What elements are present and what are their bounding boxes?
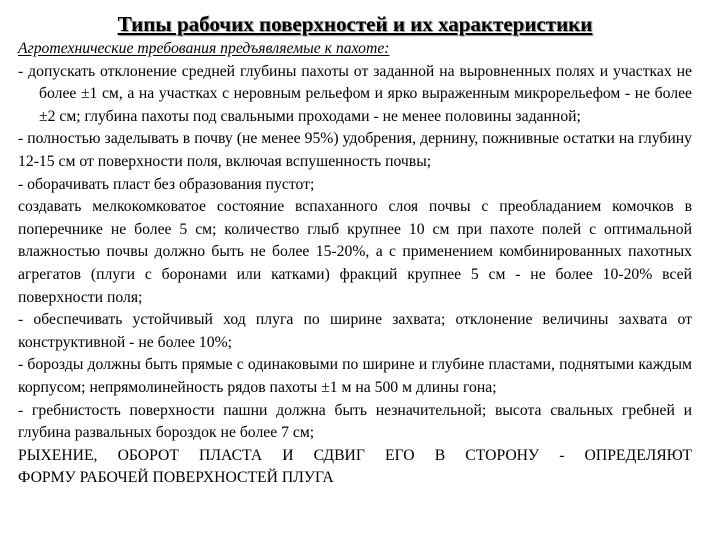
requirement-item: - борозды должны быть прямые с одинаковыми по ширине и глубине пластами, поднятыми каждым корпусом; непрямолинейность рядов пахоты ±1 м на 500 м длины гона; — [18, 356, 692, 396]
requirement-item: создавать мелкокомковатое состояние вспаханного слоя почвы с преобладанием комочков в поперечнике не более 5 см; количество глыб крупнее 10 см при пахоте полей с оптимальной влажностью почвы должно быть не более 15-20%, а с применением комбинированных пахотных агрегатов (плуги с боронами или катками) фракций крупнее 5 см - не более 10-20% всей поверхности поля; — [18, 198, 692, 306]
requirement-item: - оборачивать пласт без образования пустот; — [18, 175, 315, 193]
requirement-item: - полностью заделывать в почву (не менее 95%) удобрения, дернину, пожнивные остатки на глубину 12-15 см от поверхности поля, включая вспушенность почвы; — [18, 130, 692, 170]
closing-line: ФОРМУ РАБОЧЕЙ ПОВЕРХНОСТЕЙ ПЛУГА — [18, 469, 334, 487]
requirement-item: - обеспечивать устойчивый ход плуга по ширине захвата; отклонение величины захвата от конструктивной - не более 10%; — [18, 311, 692, 351]
closing-line: РЫХЕНИЕ, ОБОРОТ ПЛАСТА И СДВИГ ЕГО В СТОРОНУ - ОПРЕДЕЛЯЮТ — [18, 446, 692, 464]
subheading: Агротехнические требования предъявляемые к пахоте: — [18, 40, 390, 57]
requirement-item: - допускать отклонение средней глубины пахоты от заданной на выровненных полях и участках не более ±1 см, а на участках с неровным рельефом и ярко выраженным микрорельефом - не более ±2 см; глубина пахоты под свальными проходами - не менее половины заданной; — [18, 62, 692, 125]
requirement-item: - гребнистость поверхности пашни должна быть незначительной; высота свальных гребней и глубина развальных бороздок не более 7 см; — [18, 401, 692, 442]
page-title: Типы рабочих поверхностей и их характеристики — [117, 12, 593, 36]
document-body — [18, 38, 692, 490]
